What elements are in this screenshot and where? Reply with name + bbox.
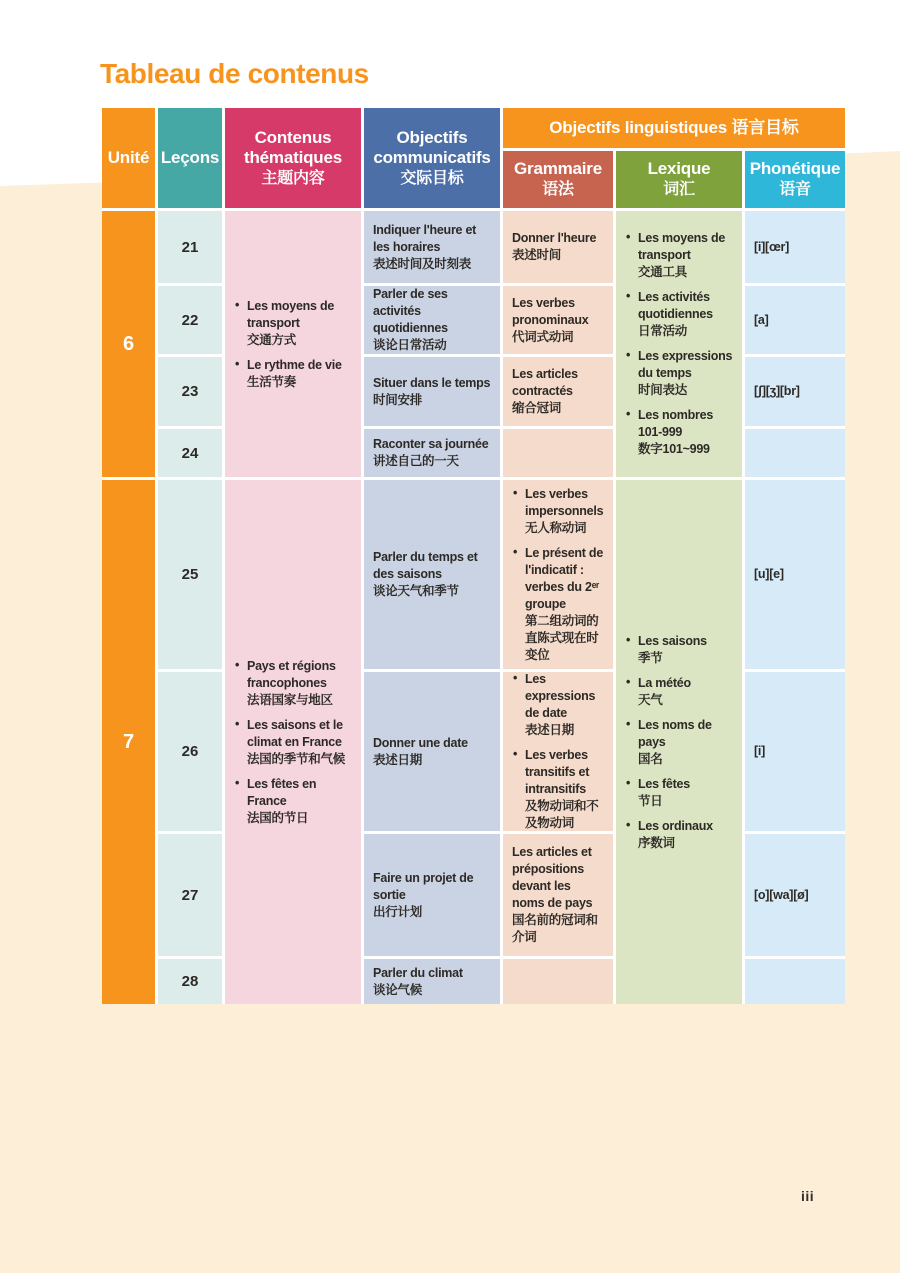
bullet-item: • Les moyens de transport 交通方式: [234, 298, 354, 349]
header-label: Leçons: [160, 147, 220, 167]
lesson-27-objectifs-communicatifs: Faire un projet de sortie 出行计划: [364, 834, 500, 956]
lesson-27-grammaire: Les articles et prépositions devant les noms de pays 国名前的冠词和介词: [503, 834, 613, 956]
lesson-21-phonetique: [i][œr]: [745, 211, 845, 283]
header-label-fr: Grammaire: [514, 159, 602, 179]
lesson-25-objectifs-communicatifs: Parler du temps et des saisons 谈论天气和季节: [364, 480, 500, 669]
bullet-item: • Les saisons et le climat en France 法国的季节和气候: [234, 717, 354, 768]
lesson-21-grammaire: Donner l'heure 表述时间: [503, 211, 613, 283]
lesson-26-grammaire: [503, 672, 613, 831]
unit-6-lexique: [616, 211, 742, 477]
column-header-lecons: [158, 108, 222, 208]
lesson-23-phonetique: [ʃ][ʒ][br]: [745, 357, 845, 426]
bullet-item: • La météo 天气: [625, 675, 735, 709]
unit-6-contenus-thematiques: [225, 211, 361, 477]
lesson-28-objectifs-communicatifs: Parler du climat 谈论气候: [364, 959, 500, 1004]
unit-6-number: 6: [102, 211, 155, 477]
column-header-lexique: [616, 151, 742, 208]
header-label-zh: 语音: [779, 181, 811, 199]
lesson-22-phonetique: [a]: [745, 286, 845, 354]
header-label-fr: Lexique: [647, 159, 711, 179]
bullet-item: • Les ordinaux 序数词: [625, 818, 735, 852]
bullet-item: • Les fêtes 节日: [625, 776, 735, 810]
lesson-number-27: 27: [158, 834, 222, 956]
bullet-item: • Les moyens de transport 交通工具: [625, 230, 735, 281]
lesson-number-26: 26: [158, 672, 222, 831]
column-header-contenus: [225, 108, 361, 208]
lesson-23-objectifs-communicatifs: Situer dans le temps 时间安排: [364, 357, 500, 426]
lesson-26-objectifs-communicatifs: Donner une date 表述日期: [364, 672, 500, 831]
page-number: iii: [801, 1188, 815, 1204]
lesson-23-grammaire: Les articles contractés 缩合冠词: [503, 357, 613, 426]
bullet-item: • Les verbes transitifs et intransitifs 及物动词和不及物动词: [512, 747, 606, 831]
lesson-number-24: 24: [158, 429, 222, 477]
header-label: Objectifs linguistiques 语言目标: [549, 117, 799, 137]
contents-table: [102, 108, 845, 1004]
header-label-zh: 主题内容: [261, 169, 325, 187]
header-label-zh: 语法: [542, 181, 574, 199]
unit-7-number: 7: [102, 480, 155, 1004]
lesson-24-grammaire-empty: [503, 429, 613, 477]
lesson-26-phonetique: [i]: [745, 672, 845, 831]
page-title: Tableau de contenus: [100, 58, 369, 89]
column-header-communicatifs: [364, 108, 500, 208]
header-label-zh: 交际目标: [400, 169, 464, 187]
lesson-25-phonetique: [u][e]: [745, 480, 845, 669]
bullet-item: • Les activités quotidiennes 日常活动: [625, 289, 735, 340]
unit-7-contenus-thematiques: [225, 480, 361, 1004]
unit-7-lexique: [616, 480, 742, 1004]
header-label-fr: Contenus thématiques: [244, 127, 342, 168]
bullet-item: • Les expressions du temps 时间表达: [625, 348, 735, 399]
bullet-item: • Pays et régions francophones 法语国家与地区: [234, 658, 354, 709]
lesson-24-phonetique-empty: [745, 429, 845, 477]
lesson-22-objectifs-communicatifs: Parler de ses activités quotidiennes 谈论日常活动: [364, 286, 500, 354]
lesson-28-grammaire-empty: [503, 959, 613, 1004]
bullet-item: • Le rythme de vie 生活节奏: [234, 357, 354, 391]
column-header-phonetique: [745, 151, 845, 208]
lesson-21-objectifs-communicatifs: Indiquer l'heure et les horaires 表述时间及时刻表: [364, 211, 500, 283]
lesson-22-grammaire: Les verbes pronominaux 代词式动词: [503, 286, 613, 354]
header-label-zh: 词汇: [663, 181, 695, 199]
lesson-24-objectifs-communicatifs: Raconter sa journée 讲述自己的一天: [364, 429, 500, 477]
bullet-item: • Les verbes impersonnels 无人称动词: [512, 486, 606, 537]
bullet-item: • Les noms de pays 国名: [625, 717, 735, 768]
column-header-linguistiques: [503, 108, 845, 148]
bullet-item: • Les nombres 101-999 数字101~999: [625, 407, 735, 458]
header-label-fr: Objectifs communicatifs: [373, 127, 491, 168]
bullet-item: • Les saisons 季节: [625, 633, 735, 667]
lesson-25-grammaire: [503, 480, 613, 669]
bullet-item: • Le présent de l'indicatif : verbes du 2ᵉʳ groupe 第二组动词的直陈式现在时变位: [512, 545, 606, 664]
column-header-unite: [102, 108, 155, 208]
lesson-number-25: 25: [158, 480, 222, 669]
lesson-number-21: 21: [158, 211, 222, 283]
lesson-number-28: 28: [158, 959, 222, 1004]
lesson-number-22: 22: [158, 286, 222, 354]
bullet-item: • Les fêtes en France 法国的节日: [234, 776, 354, 827]
header-label-fr: Phonétique: [749, 159, 841, 179]
column-header-grammaire: [503, 151, 613, 208]
lesson-28-phonetique-empty: [745, 959, 845, 1004]
lesson-27-phonetique: [o][wa][ø]: [745, 834, 845, 956]
header-label: Unité: [107, 147, 150, 167]
bullet-item: • Les expressions de date 表述日期: [512, 672, 606, 739]
lesson-number-23: 23: [158, 357, 222, 426]
